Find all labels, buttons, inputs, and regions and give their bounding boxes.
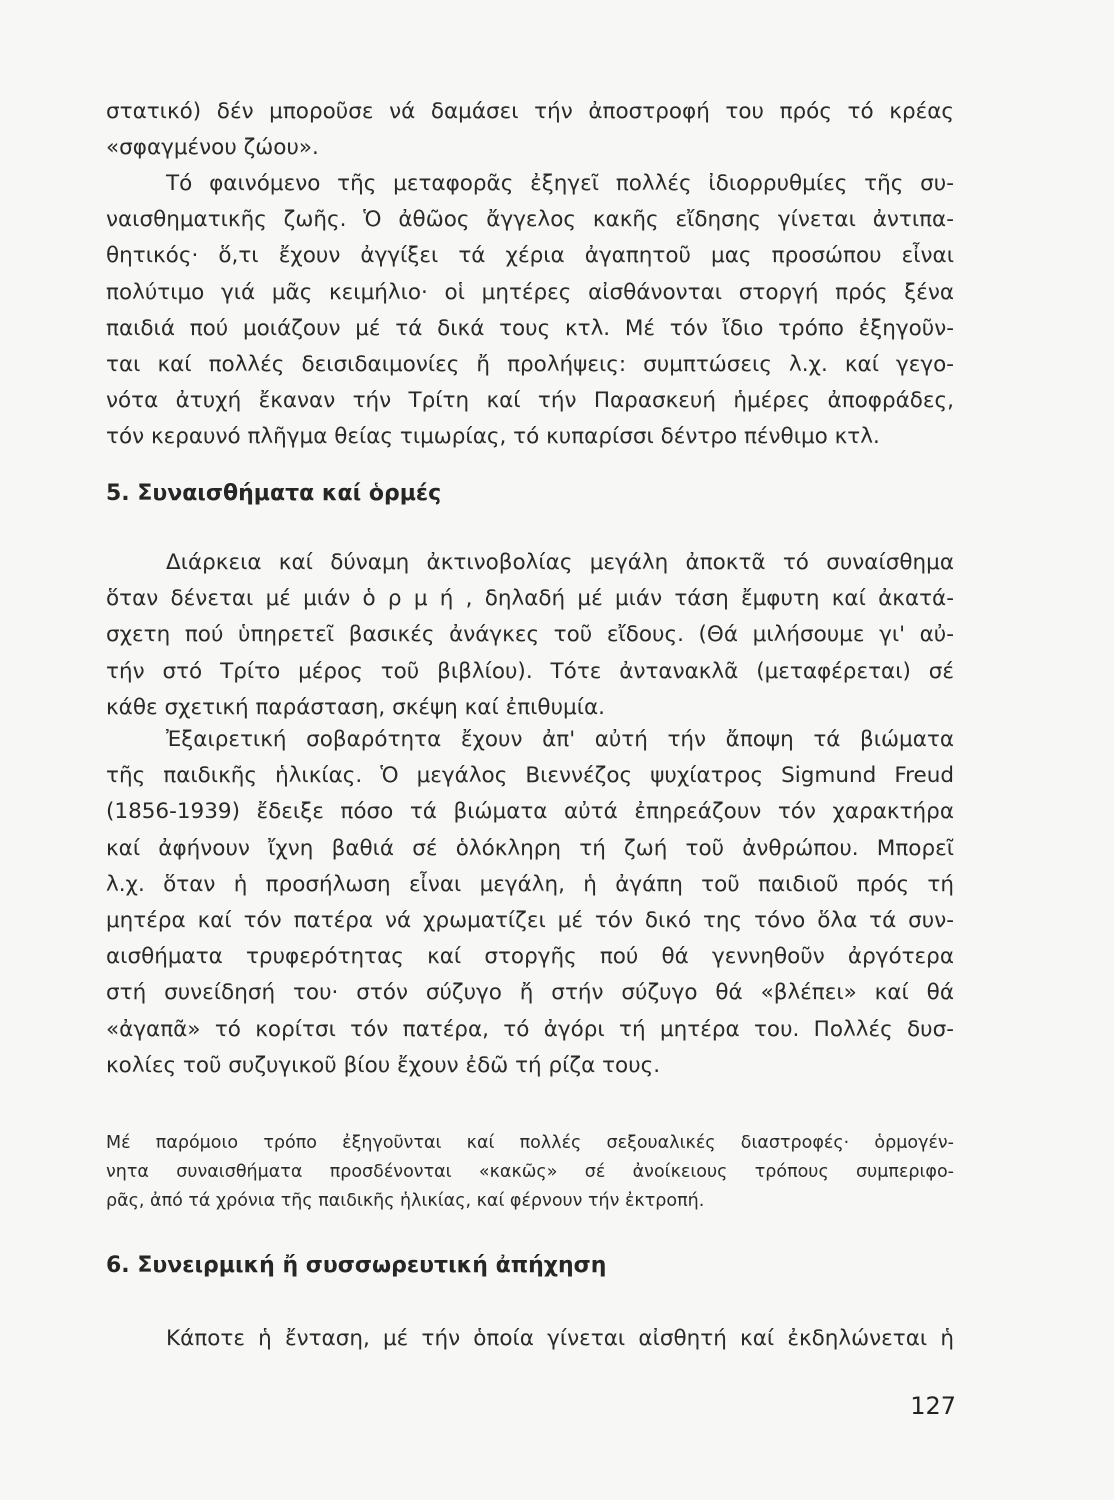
text-line: τῆς παιδικῆς ἡλικίας. Ὁ μεγάλος Βιεννέζος ψυχίατρος Sigmund Freud — [106, 763, 954, 789]
text-line: παιδιά πού μοιάζουν μέ τά δικά τους κτλ. Μέ τόν ἴδιο τρόπο ἐξηγοῦν- — [106, 315, 954, 341]
text-line: θητικός· ὅ,τι ἔχουν ἀγγίξει τά χέρια ἀγαπητοῦ μας προσώπου εἶναι — [106, 243, 954, 269]
text-line: κολίες τοῦ συζυγικοῦ βίου ἔχουν ἐδῶ τή ρίζα τους. — [106, 1052, 661, 1078]
text-line: ναισθηματικῆς ζωῆς. Ὁ ἀθῶος ἄγγελος κακῆς εἴδησης γίνεται ἀντιπα- — [106, 207, 954, 233]
page-number: 127 — [910, 1392, 956, 1420]
paragraph-5 — [106, 1321, 954, 1357]
text-line: λ.χ. ὅταν ἡ προσήλωση εἶναι μεγάλη, ἡ ἀγάπη τοῦ παιδιοῦ πρός τή — [106, 871, 954, 897]
text-line: στή συνείδησή του· στόν σύζυγο ἤ στήν σύζυγο θά «βλέπει» καί θά — [106, 980, 954, 1006]
paragraph-2 — [106, 166, 954, 456]
text-line: νητα συναισθήματα προσδένονται «κακῶς» σέ ἀνοίκειους τρόπους συμπεριφο- — [106, 1162, 954, 1182]
text-line: τόν κεραυνό πλῆγμα θείας τιμωρίας, τό κυπαρίσσι δέντρο πένθιμο κτλ. — [106, 424, 880, 450]
text-line: νότα ἀτυχή ἔκαναν τήν Τρίτη καί τήν Παρασκευή ἡμέρες ἀποφράδες, — [106, 388, 954, 414]
text-line: ὅταν δένεται μέ μιάν ὁ ρ μ ή , δηλαδή μέ μιάν τάση ἔμφυτη καί ἀκατά- — [106, 586, 954, 612]
section-heading-6: 6. Συνειρμική ἤ συσσωρευτική ἀπήχηση — [106, 1253, 607, 1278]
text-line: «σφαγμένου ζώου». — [106, 135, 319, 161]
footnote — [106, 1129, 954, 1216]
paragraph-3 — [106, 545, 954, 726]
text-line: σχετη πού ὑπηρετεῖ βασικές ἀνάγκες τοῦ εἴδους. (Θά μιλήσουμε γι' αὐ- — [106, 622, 954, 648]
text-line: τήν στό Τρίτο μέρος τοῦ βιβλίου). Τότε ἀντανακλᾶ (μεταφέρεται) σέ — [106, 658, 954, 684]
text-line: Κάποτε ἡ ἔνταση, μέ τήν ὁποία γίνεται αἰσθητή καί ἐκδηλώνεται ἡ — [166, 1326, 954, 1351]
section-heading-5: 5. Συναισθήματα καί ὁρμές — [106, 481, 442, 506]
text-line: στατικό) δέν μποροῦσε νά δαμάσει τήν ἀποστροφή του πρός τό κρέας — [106, 99, 954, 124]
paragraph-1 — [106, 94, 954, 166]
text-line: αισθήματα τρυφερότητας καί στοργῆς πού θά γεννηθοῦν ἀργότερα — [106, 944, 954, 970]
text-line: Ἐξαιρετική σοβαρότητα ἔχουν ἀπ' αὐτή τήν ἄποψη τά βιώματα — [166, 727, 954, 752]
text-line: «ἀγαπᾶ» τό κορίτσι τόν πατέρα, τό ἀγόρι τή μητέρα του. Πολλές δυσ- — [106, 1016, 954, 1042]
text-line: κάθε σχετική παράσταση, σκέψη καί ἐπιθυμία. — [106, 694, 605, 720]
text-line: Διάρκεια καί δύναμη ἀκτινοβολίας μεγάλη ἀποκτᾶ τό συναίσθημα — [166, 550, 954, 575]
text-line: (1856-1939) ἔδειξε πόσο τά βιώματα αὐτά ἐπηρεάζουν τόν χαρακτήρα — [106, 799, 954, 825]
text-line: καί ἀφήνουν ἴχνη βαθιά σέ ὁλόκληρη τή ζωή τοῦ ἀνθρώπου. Μπορεῖ — [106, 835, 954, 861]
text-line: Τό φαινόμενο τῆς μεταφορᾶς ἐξηγεῖ πολλές ἰδιορρυθμίες τῆς συ- — [166, 171, 954, 196]
text-line: ται καί πολλές δεισιδαιμονίες ἤ προλήψεις: συμπτώσεις λ.χ. καί γεγο- — [106, 352, 954, 378]
text-line: μητέρα καί τόν πατέρα νά χρωματίζει μέ τόν δικό της τόνο ὅλα τά συν- — [106, 908, 954, 934]
text-line: ρᾶς, ἀπό τά χρόνια τῆς παιδικῆς ἡλικίας, καί φέρνουν τήν ἐκτροπή. — [106, 1191, 705, 1211]
text-line: Μέ παρόμοιο τρόπο ἐξηγοῦνται καί πολλές σεξουαλικές διαστροφές· ὁρμογέν- — [106, 1133, 954, 1153]
text-line: πολύτιμο γιά μᾶς κειμήλιο· οἱ μητέρες αἰσθάνονται στοργή πρός ξένα — [106, 279, 954, 305]
paragraph-4 — [106, 722, 954, 1084]
